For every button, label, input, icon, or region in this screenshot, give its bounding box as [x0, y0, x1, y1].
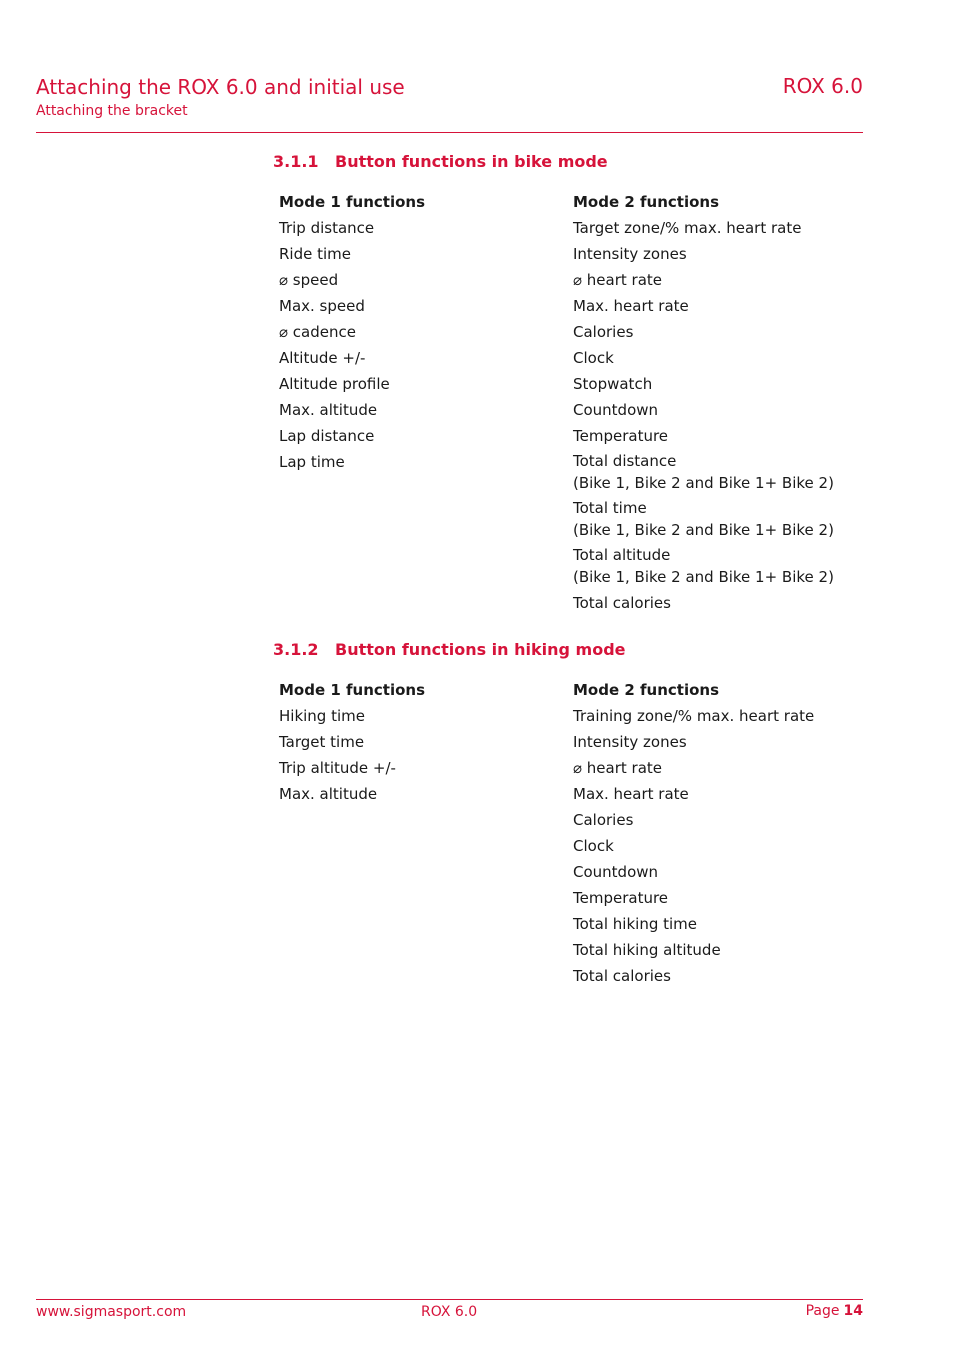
function-item: ⌀ cadence: [279, 323, 356, 341]
bike-mode2-column: [573, 189, 863, 616]
function-item: Training zone/% max. heart rate: [573, 707, 815, 725]
function-item: Lap time: [279, 453, 345, 471]
function-item: Trip distance: [279, 219, 375, 237]
function-item: ⌀ heart rate: [573, 759, 663, 777]
function-item: Temperature: [573, 889, 669, 907]
footer-page-indicator: [806, 1301, 863, 1321]
section-heading-bike-mode: [273, 151, 608, 173]
function-item: Total calories: [573, 967, 671, 985]
function-item: ⌀ heart rate: [573, 271, 663, 289]
section-title: Button functions in bike mode: [335, 152, 608, 171]
function-item: Countdown: [573, 401, 659, 419]
function-item: Stopwatch: [573, 375, 653, 393]
page-number: 14: [843, 1303, 863, 1319]
column-heading: Mode 2 functions: [573, 193, 720, 211]
function-item: Lap distance: [279, 427, 375, 445]
function-item: Total altitude (Bike 1, Bike 2 and Bike 1+ Bike 2): [573, 546, 834, 586]
product-name: ROX 6.0: [782, 74, 863, 98]
function-item: Intensity zones: [573, 733, 687, 751]
function-item: Countdown: [573, 863, 659, 881]
bike-mode1-column: [279, 189, 569, 475]
function-item: Target zone/% max. heart rate: [573, 219, 802, 237]
column-heading: Mode 1 functions: [279, 681, 426, 699]
function-item: Calories: [573, 811, 634, 829]
function-item: Total time (Bike 1, Bike 2 and Bike 1+ Bike 2): [573, 499, 834, 539]
function-item: Total hiking altitude: [573, 941, 721, 959]
function-item: Max. altitude: [279, 401, 378, 419]
section-number: 3.1.1: [273, 152, 319, 171]
function-item: Max. heart rate: [573, 785, 689, 803]
function-item: Altitude +/-: [279, 349, 366, 367]
function-item: Clock: [573, 837, 614, 855]
function-item: Clock: [573, 349, 614, 367]
function-item: Max. altitude: [279, 785, 378, 803]
page-subtitle: Attaching the bracket: [36, 103, 188, 119]
function-item: ⌀ speed: [279, 271, 339, 289]
page-title: Attaching the ROX 6.0 and initial use: [36, 75, 405, 99]
function-item: Max. speed: [279, 297, 365, 315]
column-heading: Mode 2 functions: [573, 681, 720, 699]
function-item: Target time: [279, 733, 365, 751]
function-item: Calories: [573, 323, 634, 341]
function-item: Hiking time: [279, 707, 365, 725]
hiking-mode1-column: [279, 677, 569, 807]
function-item: Altitude profile: [279, 375, 390, 393]
function-item: Total hiking time: [573, 915, 698, 933]
section-heading-hiking-mode: [273, 639, 626, 661]
column-heading: Mode 1 functions: [279, 193, 426, 211]
function-item: Total distance (Bike 1, Bike 2 and Bike 1+ Bike 2): [573, 452, 834, 492]
footer-website-link[interactable]: www.sigmasport.com: [36, 1304, 187, 1320]
section-title: Button functions in hiking mode: [335, 640, 626, 659]
hiking-mode2-column: [573, 677, 863, 989]
footer-product-name: ROX 6.0: [421, 1304, 478, 1320]
function-item: Trip altitude +/-: [279, 759, 396, 777]
function-item: Max. heart rate: [573, 297, 689, 315]
page-label: Page: [805, 1303, 840, 1319]
function-item: Total calories: [573, 594, 671, 612]
function-item: Intensity zones: [573, 245, 687, 263]
function-item: Ride time: [279, 245, 351, 263]
function-item: Temperature: [573, 427, 669, 445]
footer-divider: [36, 1299, 863, 1300]
header-divider: [36, 132, 863, 133]
section-number: 3.1.2: [273, 640, 319, 659]
